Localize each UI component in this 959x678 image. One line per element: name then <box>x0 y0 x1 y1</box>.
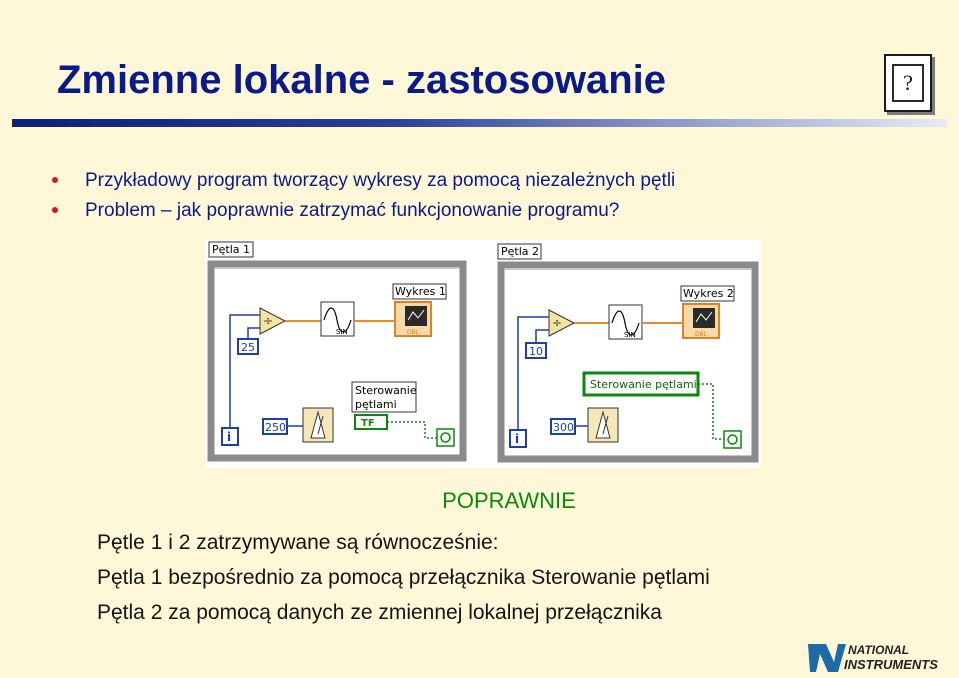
block-diagram <box>205 240 761 468</box>
explanation-block <box>97 525 710 630</box>
bullet-text: Problem – jak poprawnie zatrzymać funkcjonowanie programu? <box>85 200 620 221</box>
ni-logo-line2: INSTRUMENTS <box>844 657 938 672</box>
ni-eagle-icon <box>808 644 846 672</box>
loop-1-stop-terminal[interactable] <box>437 429 454 446</box>
loop-1-control-label-line1: Sterowanie <box>355 384 417 397</box>
ni-logo-line1: NATIONAL <box>848 643 910 657</box>
loop-1-dbl-label: DBL <box>407 329 420 336</box>
loop-1-sin-label: SIN <box>336 328 348 336</box>
loop-1-label: Pętla 1 <box>212 243 251 256</box>
bullet-item <box>50 196 675 226</box>
loop-2-label: Pętla 2 <box>501 245 540 258</box>
loop-2-local-variable-label: Sterowanie pętlami <box>590 378 697 391</box>
bullet-item <box>50 166 675 196</box>
loop-1-chart-label: Wykres 1 <box>395 285 446 298</box>
explanation-line: Pętla 1 bezpośrednio za pomocą przełącznika Sterowanie pętlami <box>97 566 710 589</box>
national-instruments-logo <box>808 640 956 674</box>
loop-2 <box>498 244 755 459</box>
bullet-list <box>50 166 675 226</box>
verdict-label: POPRAWNIE <box>442 488 576 513</box>
explanation-line: Pętla 2 za pomocą danych ze zmiennej lokalnej przełącznika <box>97 601 662 624</box>
loop-2-divisor-value: 10 <box>529 345 543 358</box>
loop-1-tf-label: TF <box>361 418 375 429</box>
loop-1-divisor-value: 25 <box>241 341 255 354</box>
help-button[interactable] <box>884 54 932 112</box>
loop-1-wait-value: 250 <box>265 421 286 434</box>
loop-1-control-label-line2: pętlami <box>355 398 397 411</box>
loop-2-sin-label: SIN <box>624 331 636 339</box>
loop-1-iteration-label: i <box>227 430 232 444</box>
bullet-dot-icon <box>52 207 58 213</box>
slide-title: Zmienne lokalne - zastosowanie <box>57 58 667 102</box>
loop-1 <box>209 242 463 458</box>
bullet-dot-icon <box>52 177 58 183</box>
title-underline <box>12 119 947 127</box>
bullet-text: Przykładowy program tworzący wykresy za pomocą niezależnych pętli <box>85 170 676 191</box>
loop-2-iteration-label: i <box>515 432 520 446</box>
loop-2-stop-terminal[interactable] <box>724 431 741 448</box>
divide-icon: ÷ <box>552 316 563 330</box>
divide-icon: ÷ <box>263 314 274 328</box>
loop-2-dbl-label: DBL <box>695 331 708 338</box>
help-icon: ? <box>892 64 924 102</box>
loop-2-wait-value: 300 <box>553 421 574 434</box>
explanation-line: Pętle 1 i 2 zatrzymywane są równocześnie: <box>97 531 499 554</box>
loop-2-chart-label: Wykres 2 <box>683 287 734 300</box>
